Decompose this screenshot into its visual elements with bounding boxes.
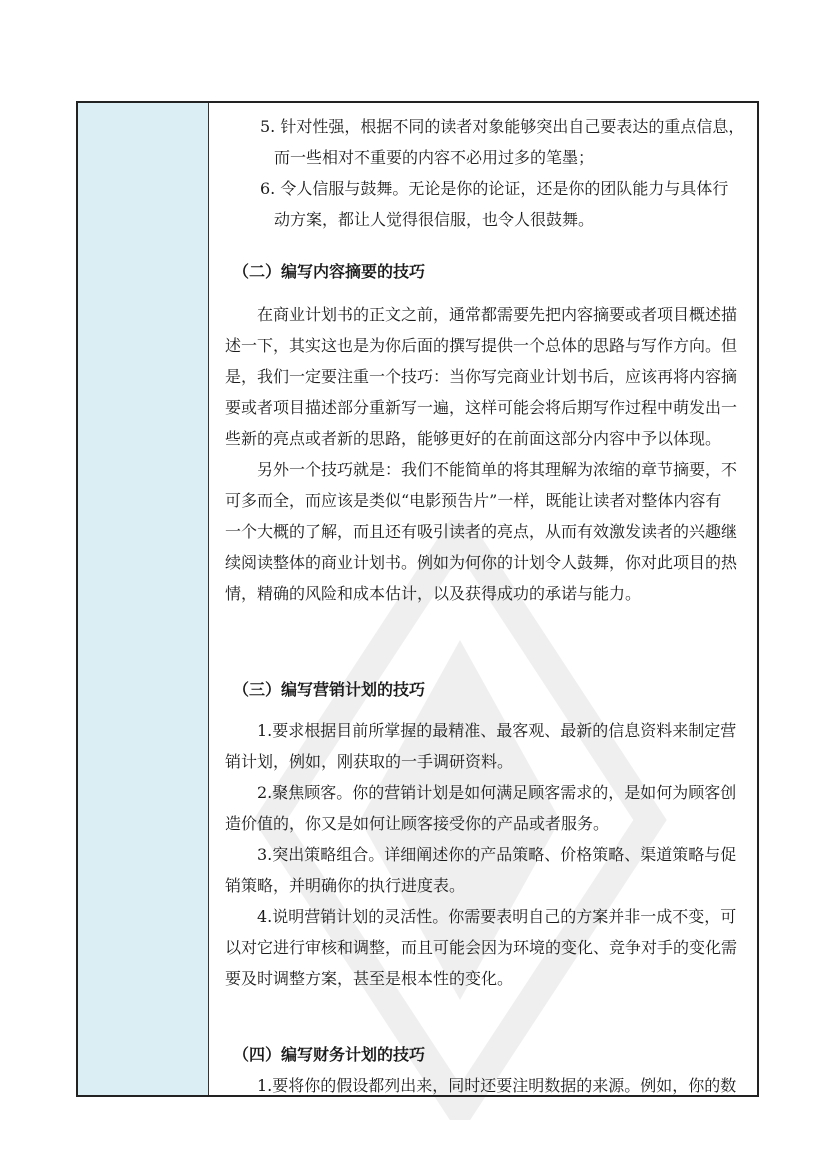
paragraph-line: 销计划，例如，刚获取的一手调研资料。 bbox=[225, 752, 514, 771]
paragraph-line: 要或者项目描述部分重新写一遍，这样可能会将后期写作过程中萌发出一 bbox=[225, 398, 738, 417]
table-label-column bbox=[78, 103, 209, 1095]
list-item-5-line-2: 而一些相对不重要的内容不必用过多的笔墨； bbox=[274, 148, 595, 167]
paragraph-line: 以对它进行审核和调整，而且可能会因为环境的变化、竞争对手的变化需 bbox=[225, 938, 738, 957]
paragraph-line: 要及时调整方案，甚至是根本性的变化。 bbox=[225, 969, 514, 988]
paragraph-line: 销策略，并明确你的执行进度表。 bbox=[225, 876, 466, 895]
paragraph-line: 些新的亮点或者新的思路，能够更好的在前面这部分内容中予以体现。 bbox=[225, 429, 722, 448]
list-item-6-line-2: 动方案，都让人觉得很信服，也令人很鼓舞。 bbox=[274, 210, 595, 229]
paragraph-line: 在商业计划书的正文之前，通常都需要先把内容摘要或者项目概述描 bbox=[257, 305, 738, 324]
section-heading-summary: （二）编写内容摘要的技巧 bbox=[233, 262, 426, 281]
paragraph-line: 是，我们一定要注重一个技巧：当你写完商业计划书后，应该再将内容摘 bbox=[225, 367, 738, 386]
paragraph-line: 2.聚焦顾客。你的营销计划是如何满足顾客需求的，是如何为顾客创 bbox=[257, 783, 737, 802]
paragraph-line: 一个大概的了解，而且还有吸引读者的亮点，从而有效激发读者的兴趣继 bbox=[225, 522, 738, 541]
list-item-6-line-1: 6. 令人信服与鼓舞。无论是你的论证，还是你的团队能力与具体行 bbox=[260, 179, 729, 198]
paragraph-line: 另外一个技巧就是：我们不能简单的将其理解为浓缩的章节摘要，不 bbox=[257, 460, 738, 479]
paragraph-line: 1.要将你的假设都列出来，同时还要注明数据的来源。例如，你的数 bbox=[257, 1076, 737, 1095]
paragraph-line: 1.要求根据目前所掌握的最精准、最客观、最新的信息资料来制定营 bbox=[257, 721, 737, 740]
paragraph-line: 续阅读整体的商业计划书。例如为何你的计划令人鼓舞，你对此项目的热 bbox=[225, 553, 738, 572]
section-heading-finance: （四）编写财务计划的技巧 bbox=[233, 1045, 426, 1064]
paragraph-line: 3.突出策略组合。详细阐述你的产品策略、价格策略、渠道策略与促 bbox=[257, 845, 737, 864]
paragraph-line: 造价值的，你又是如何让顾客接受你的产品或者服务。 bbox=[225, 814, 610, 833]
paragraph-line: 述一下，其实这也是为你后面的撰写提供一个总体的思路与写作方向。但 bbox=[225, 336, 738, 355]
content-table bbox=[76, 101, 759, 1097]
list-item-5-line-1: 5. 针对性强，根据不同的读者对象能够突出自己要表达的重点信息， bbox=[260, 117, 745, 136]
section-heading-marketing: （三）编写营销计划的技巧 bbox=[233, 680, 426, 699]
paragraph-line: 可多而全，而应该是类似“电影预告片”一样，既能让读者对整体内容有 bbox=[225, 491, 722, 510]
paragraph-line: 情，精确的风险和成本估计，以及获得成功的承诺与能力。 bbox=[225, 584, 642, 603]
paragraph-line: 4.说明营销计划的灵活性。你需要表明自己的方案并非一成不变，可 bbox=[257, 907, 737, 926]
table-content-column bbox=[209, 103, 757, 1095]
